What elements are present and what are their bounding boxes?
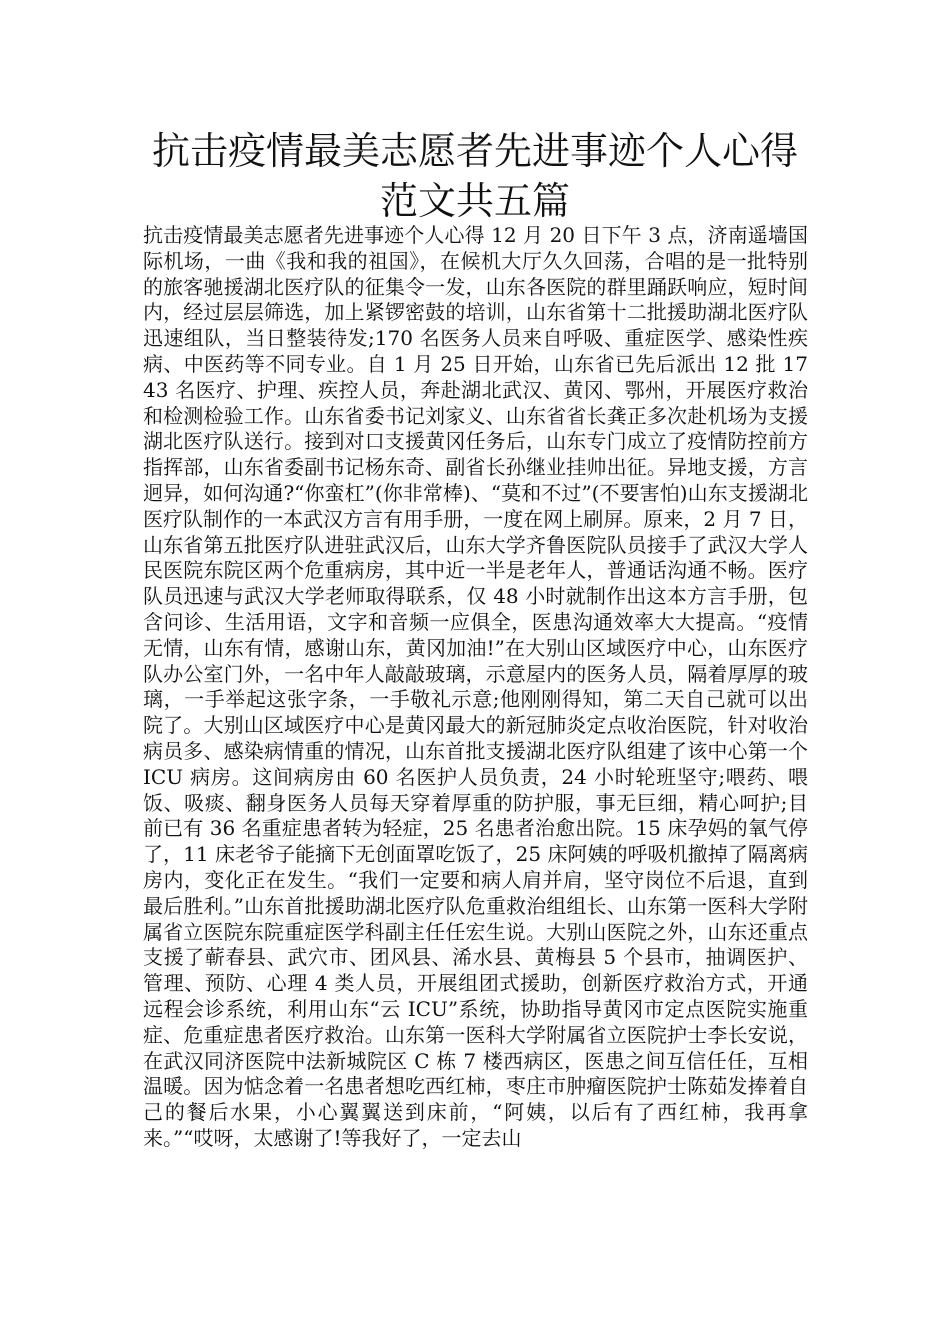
document-body-paragraph: 抗击疫情最美志愿者先进事迹个人心得 12 月 20 日下午 3 点，济南遥墙国际机场，一曲《我和我的祖国》，在候机大厅久久回荡，合唱的是一批特别的旅客驰援湖北医疗队的征集令一发，山东各医院的群里踊跃响应，短时间内，经过层层筛选，加上紧锣密鼓的培训，山东省第十二批援助湖北医疗队迅速组队，当日整装待发;170 名医务人员来自呼吸、重症医学、感染性疾病、中医药等不同专业。自 1 月 25 日开始，山东省已先后派出 12 批 1743 名医疗、护理、疾控人员，奔赴湖北武汉、黄冈、鄂州，开展医疗救治和检测检验工作。山东省委书记刘家义、山东省省长龚正多次赴机场为支援湖北医疗队送行。接到对口支援黄冈任务后，山东专门成立了疫情防控前方指挥部，山东省委副书记杨东奇、副省长孙继业挂帅出征。异地支援，方言迥异，如何沟通?“你蛮杠”(你非常棒)、“莫和不过”(不要害怕)山东支援湖北医疗队制作的一本武汉方言有用手册，一度在网上刷屏。原来，2 月 7 日，山东省第五批医疗队进驻武汉后，山东大学齐鲁医院队员接手了武汉大学人民医院东院区两个危重病房，其中近一半是老年人，普通话沟通不畅。医疗队员迅速与武汉大学老师取得联系，仅 48 小时就制作出这本方言手册，包含问诊、生活用语，文字和音频一应俱全，医患沟通效率大大提高。“疫情无情，山东有情，感谢山东，黄冈加油!”在大别山区域医疗中心，山东医疗队办公室门外，一名中年人敲敲玻璃，示意屋内的医务人员，隔着厚厚的玻璃，一手举起这张字条，一手敬礼示意;他刚刚得知，第二天自己就可以出院了。大别山区域医疗中心是黄冈最大的新冠肺炎定点收治医院，针对收治病员多、感染病情重的情况，山东首批支援湖北医疗队组建了该中心第一个 ICU 病房。这间病房由 60 名医护人员负责，24 小时轮班坚守;喂药、喂饭、吸痰、翻身医务人员每天穿着厚重的防护服，事无巨细，精心呵护;目前已有 36 名重症患者转为轻症，25 名患者治愈出院。15 床孕妈的氧气停了，11 床老爷子能摘下无创面罩吃饭了，25 床阿姨的呼吸机撤掉了隔离病房内，变化正在发生。“我们一定要和病人肩并肩，坚守岗位不后退，直到最后胜利。”山东首批援助湖北医疗队危重救治组组长、山东第一医科大学附属省立医院东院重症医学科副主任任宏生说。大别山医院之外，山东还重点支援了蕲春县、武穴市、团风县、浠水县、黄梅县 5 个县市，抽调医护、管理、预防、心理 4 类人员，开展组团式援助，创新医疗救治方式，开通远程会诊系统，利用山东“云 ICU”系统，协助指导黄冈市定点医院实施重症、危重症患者医疗救治。山东第一医科大学附属省立医院护士李长安说，在武汉同济医院中法新城院区 C 栋 7 楼西病区，医患之间互信任任，互相温暖。因为惦念着一名患者想吃西红柿，枣庄市肿瘤医院护士陈茹发捧着自己的餐后水果，小心翼翼送到床前，“阿姨，以后有了西红柿，我再拿来。”“哎呀，太感谢了!等我好了，一定去山 <box>143 223 808 1150</box>
document-title: 抗击疫情最美志愿者先进事迹个人心得范文共五篇 <box>151 129 798 223</box>
